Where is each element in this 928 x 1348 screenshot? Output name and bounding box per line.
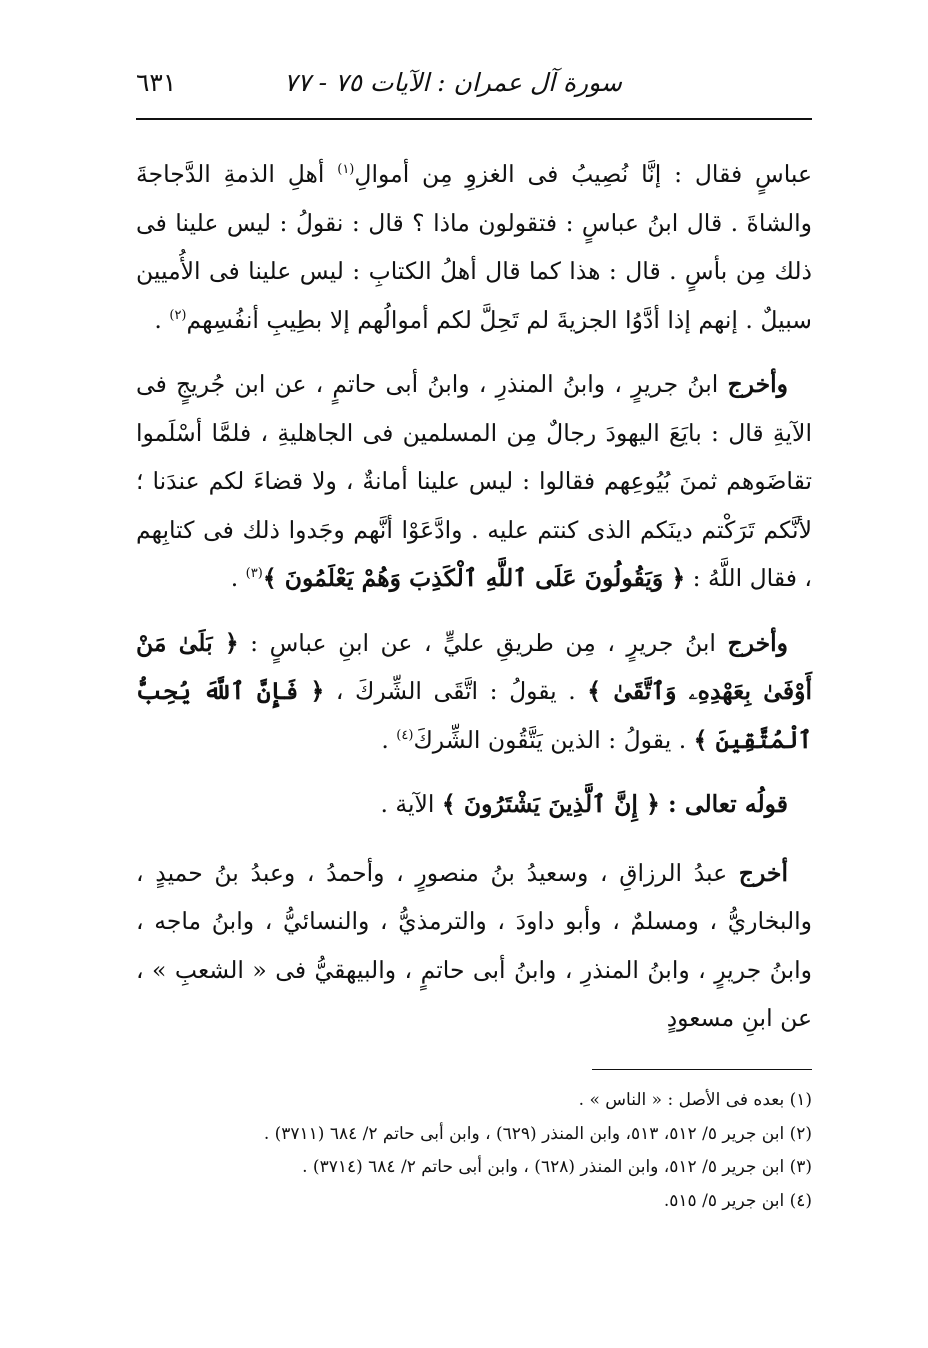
footnote-3: (٣) ابن جرير ٥/ ٥١٢، وابن المنذر (٦٢٨) ، وابن أبى حاتم ٢/ ٦٨٤ (٣٧١٤) . — [302, 1157, 812, 1177]
paragraph-text: عباسٍ فقال : إنَّا نُصِيبُ فى الغزوِ مِن أموالِ — [354, 160, 812, 188]
paragraph-2 — [136, 360, 812, 603]
lead-word: أخرج — [738, 858, 788, 887]
running-header — [136, 62, 812, 112]
footnote-ref-2: (٢) — [169, 307, 187, 323]
paragraph-text: أهلِ الذمةِ الدَّجاجةَ والشاةَ . قال ابنُ عباسٍ : فتقولون ماذا ؟ قال : نقولُ : ليس علينا فى ذلك مِن بأسٍ . قال : هذا كما قال أهلُ الكتابِ : ليس علينا فى الأُميين سبيلٌ . إنهم إذا أدَّوُا الجزيةَ لم تَحِلَّ لكم أموالُهم إلا بطِيبِ أنفُسِهم — [136, 160, 812, 334]
quran-verse: ﴿ وَيَقُولُونَ عَلَى ٱللَّهِ ٱلْكَذِبَ وَهُمْ يَعْلَمُونَ ﴾ — [262, 564, 686, 592]
main-text — [136, 150, 812, 1059]
page-number: ٦٣١ — [136, 68, 177, 97]
footnotes — [136, 1084, 812, 1218]
heading-text: الآية . — [380, 790, 442, 818]
header-rule — [136, 118, 812, 120]
paragraph-4 — [136, 849, 812, 1043]
footnote-1: (١) بعده فى الأصل : « الناس » . — [578, 1090, 812, 1110]
paragraph-text: . يقولُ : الذين يَتَّقُون الشِّركَ — [413, 725, 694, 754]
footnote-2: (٢) ابن جرير ٥/ ٥١٢، ٥١٣، وابن المنذر (٦٢٩) ، وابن أبى حاتم ٢/ ٦٨٤ (٣٧١١) . — [263, 1123, 812, 1144]
footnote-rule — [592, 1069, 812, 1070]
paragraph-text: . — [154, 305, 170, 334]
footnote-ref-4: (٤) — [396, 727, 414, 743]
paragraph-text: ابنُ جريرٍ ، وابنُ المنذرِ ، وابنُ أبى حاتمٍ ، عن ابن جُريجٍ فى الآيةِ قال : بايَعَ اليهودَ رجالٌ مِن المسلمين فى الجاهليةِ ، فلمَّا أسْلَموا تقاضَوهم ثمنَ بُيُوعِهم فقالوا : ليس علينا أمانةٌ ، ولا قضاءَ لكم عندَنا ؛ لأنَّكم تَرَكْتم دينَكم الذى كنتم عليه . وادَّعَوْا أنَّهم وجَدوا ذلك فى كتابِهم ، فقال اللَّهُ : — [136, 370, 812, 592]
paragraph-3 — [136, 619, 812, 765]
paragraph-text: . — [230, 564, 246, 592]
footnote-4: (٤) ابن جرير ٥/ ٥١٥. — [663, 1190, 812, 1211]
quran-verse: ﴿ بَلَىٰ مَنْ أَوْفَىٰ بِعَهْدِهِۦ وَٱتَّقَىٰ ﴾ — [136, 628, 812, 705]
heading-lead: قولُه تعالى : — [668, 790, 788, 818]
footnote-ref-3: (٣) — [245, 566, 263, 582]
lead-word: وأخرج — [727, 370, 788, 398]
paragraph-1 — [136, 150, 812, 344]
surah-title: سورة آل عمران : الآيات ٧٥ - ٧٧ — [283, 68, 622, 97]
footnote-ref-1: (١) — [337, 162, 355, 178]
quran-verse: ﴿ إِنَّ ٱلَّذِينَ يَشْتَرُونَ ﴾ — [441, 790, 669, 818]
paragraph-text: . يقولُ : اتَّقَى الشِّركَ ، — [324, 677, 588, 705]
paragraph-text: . — [381, 725, 397, 754]
quran-verse: ﴿ فَإِنَّ ٱللَّهَ يُحِبُّ ٱلْمُتَّقِينَ ﴾ — [136, 677, 812, 754]
paragraph-text: ابنُ جريرٍ ، مِن طريقِ عليٍّ ، عن ابنِ عباسٍ : — [238, 628, 728, 657]
lead-word: وأخرج — [727, 628, 788, 657]
verse-heading — [136, 780, 812, 829]
paragraph-text: عبدُ الرزاقِ ، وسعيدُ بنُ منصورٍ ، وأحمدُ ، وعبدُ بنُ حميدٍ ، والبخاريُّ ، ومسلمٌ ، وأبو داودَ ، والترمذيُّ ، والنسائيُّ ، وابنُ ماجه ، وابنُ جريرٍ ، وابنُ المنذرِ ، وابنُ أبى حاتمٍ ، والبيهقيُّ فى « الشعبِ » ، عن ابنِ مسعودٍ — [136, 858, 812, 1032]
